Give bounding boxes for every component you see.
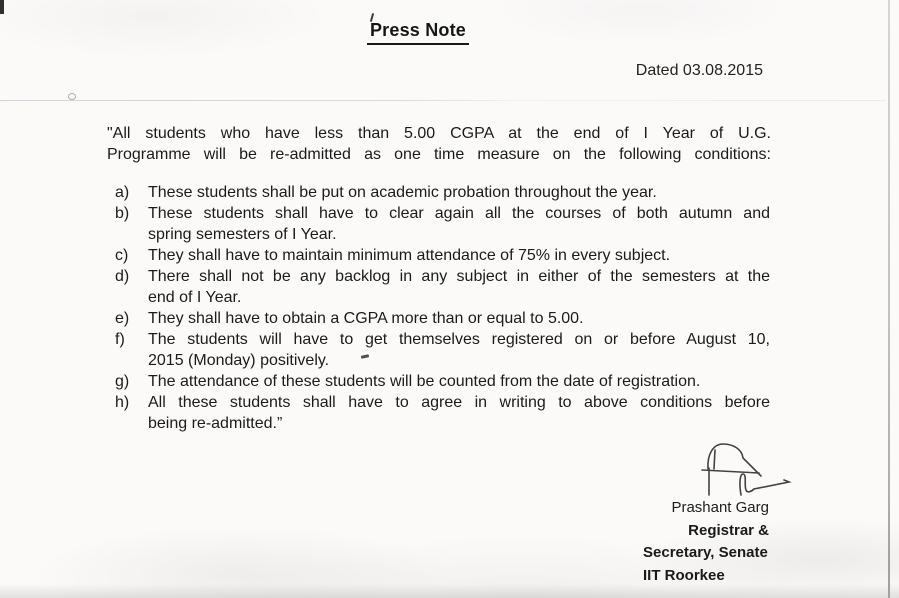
scan-line-artifact [0, 100, 886, 101]
condition-text [148, 329, 770, 371]
condition-text [148, 182, 770, 203]
signature-block [643, 497, 769, 587]
condition-line: They shall have to maintain minimum attendance of 75% in every subject. [148, 247, 671, 264]
condition-line: spring semesters of I Year. [148, 226, 337, 243]
condition-item-d [115, 266, 770, 308]
condition-line: 2015 (Monday) positively. [148, 352, 330, 369]
condition-item-g [115, 371, 770, 392]
condition-marker: c) [115, 247, 129, 264]
condition-item-b [115, 203, 770, 245]
condition-item-a [115, 182, 770, 203]
condition-text [148, 308, 770, 329]
condition-item-e [115, 308, 770, 329]
condition-marker: h) [115, 394, 130, 411]
condition-marker: g) [115, 373, 130, 390]
condition-line: The attendance of these students will be counted from the date of registration. [148, 373, 701, 390]
scan-right-edge-artifact [888, 0, 890, 598]
condition-line: They shall have to obtain a CGPA more than or equal to 5.00. [148, 310, 584, 327]
condition-text [148, 245, 770, 266]
condition-line: being re-admitted.” [148, 415, 283, 432]
condition-item-f [115, 329, 770, 371]
condition-item-h [115, 392, 770, 434]
condition-marker: a) [115, 184, 130, 201]
condition-line: These students shall be put on academic probation throughout the year. [148, 184, 657, 201]
condition-line: The students will have to get themselves registered on or before August 10, [148, 331, 770, 348]
condition-line: end of I Year. [148, 289, 242, 306]
intro-line: "All students who have less than 5.00 CGPA at the end of I Year of U.G. [107, 125, 771, 142]
handwritten-signature-mark [697, 441, 795, 501]
conditions-list [115, 182, 770, 434]
condition-text [148, 266, 770, 308]
scan-speck-artifact [68, 93, 76, 100]
condition-line: There shall not be any backlog in any subject in either of the semesters at the [148, 268, 770, 285]
condition-item-c [115, 245, 770, 266]
condition-marker: b) [115, 205, 130, 222]
condition-marker: d) [115, 268, 130, 285]
scan-edge-artifact [0, 0, 4, 14]
date-line: Dated 03.08.2015 [635, 62, 763, 79]
condition-marker: f) [115, 331, 125, 348]
condition-text [148, 203, 770, 245]
page-title [367, 20, 469, 45]
signatory-title: Secretary, Senate [643, 544, 768, 561]
condition-marker: e) [115, 310, 130, 327]
condition-line: These students shall have to clear again all the courses of both autumn and [148, 205, 770, 222]
signatory-name: Prashant Garg [671, 499, 769, 516]
intro-paragraph [107, 123, 771, 165]
condition-text [148, 371, 770, 392]
condition-line: All these students shall have to agree in writing to above conditions before [148, 394, 770, 411]
signatory-title: Registrar & [688, 521, 769, 539]
page-title-text: Press Note [367, 20, 469, 45]
intro-line: Programme will be re-admitted as one time measure on the following conditions: [107, 146, 771, 163]
condition-text [148, 392, 770, 434]
signatory-organization: IIT Roorkee [643, 566, 725, 584]
